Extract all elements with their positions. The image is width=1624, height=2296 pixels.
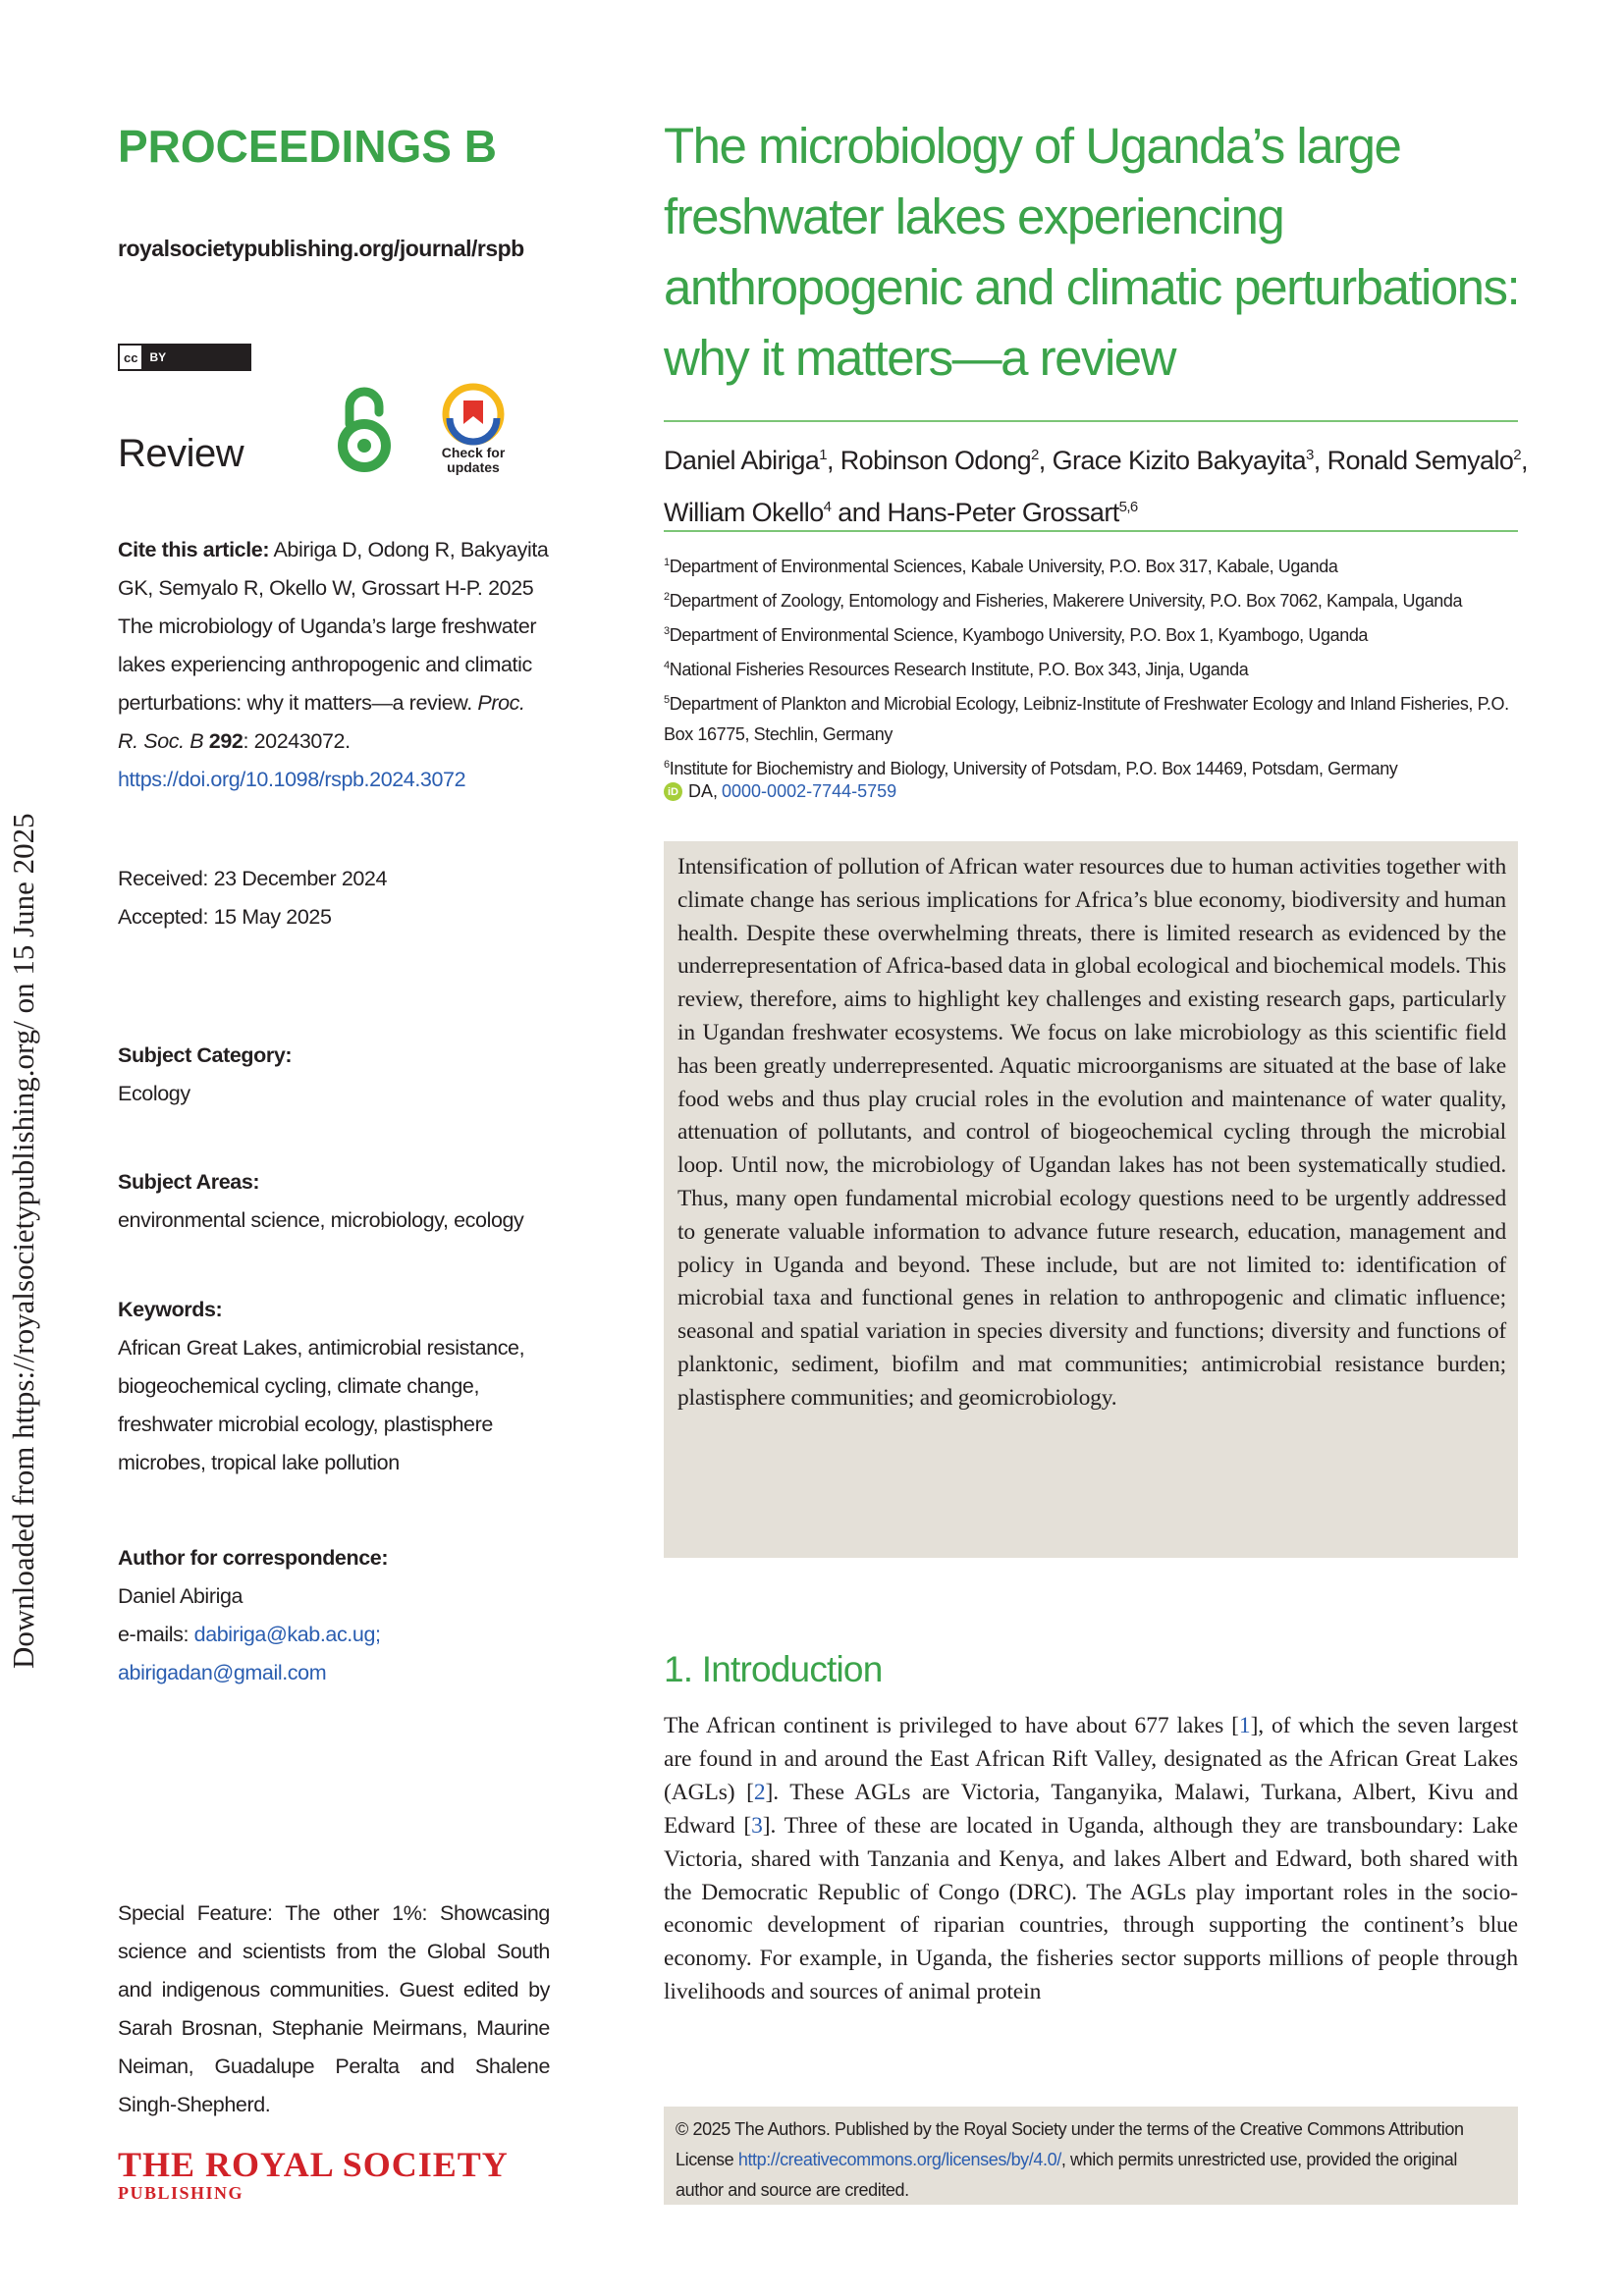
special-feature: Special Feature: The other 1%: Showcasing science and scientists from the Global South and indigenous communities. Guest edited by Sarah Brosnan, Stephanie Meirmans, Maurine Neiman, Guadalupe Peralta and Shalene Singh-Shepherd. — [118, 1901, 550, 2116]
author-name: Ronald Semyalo — [1326, 446, 1514, 475]
orcid-icon: iD — [664, 782, 682, 801]
publisher-name: THE ROYAL SOCIETY — [118, 2145, 509, 2184]
author-name: Daniel Abiriga — [664, 446, 820, 475]
affiliation-text: Department of Plankton and Microbial Ecology, Leibniz-Institute of Freshwater Ecology and Inland Fisheries, P.O. Box 16775, Stechlin, Germany — [664, 694, 1509, 744]
orcid-link[interactable]: 0000-0002-7744-5759 — [722, 781, 897, 801]
abstract-box — [664, 841, 1518, 1558]
cite-volume: 292 — [203, 729, 244, 753]
author-separator: , — [1038, 446, 1053, 475]
received-date: Received: 23 December 2024 — [118, 867, 388, 890]
license-box — [664, 2107, 1518, 2205]
open-access-icon — [334, 385, 395, 475]
cc-icon: cc — [120, 346, 143, 369]
dates-block — [118, 860, 550, 936]
author-name: Hans-Peter Grossart — [887, 498, 1119, 527]
affiliation-item — [664, 548, 1518, 582]
license-prefix: © 2025 The Authors. Published by the Royal Society under the terms of the Creative Commons Attribution License — [676, 2119, 1464, 2169]
author-affiliation-mark: 5,6 — [1118, 499, 1138, 515]
orcid-initials: DA, — [688, 781, 719, 801]
cite-journal: Proc. R. Soc. B — [118, 691, 525, 753]
subject-areas — [118, 1163, 550, 1240]
subject-category-label: Subject Category: — [118, 1043, 293, 1067]
article-title: The microbiology of Uganda’s large freshwater lakes experiencing anthropogenic and climatic perturbations: why it matters—a review — [664, 118, 1520, 386]
subject-category-value: Ecology — [118, 1082, 190, 1105]
keywords-value: African Great Lakes, antimicrobial resistance, biogeochemical cycling, climate change, freshwater microbial ecology, plastisphere microbes, tropical lake pollution — [118, 1336, 525, 1474]
subject-areas-value: environmental science, microbiology, ecology — [118, 1208, 524, 1232]
section-heading-introduction: 1. Introduction — [664, 1649, 883, 1689]
correspondence-label: Author for correspondence: — [118, 1546, 389, 1570]
affiliation-item — [664, 616, 1518, 651]
correspondence — [118, 1539, 550, 1692]
affiliation-text: Department of Environmental Science, Kyambogo University, P.O. Box 1, Kyambogo, Uganda — [669, 625, 1369, 645]
publisher-sub: PUBLISHING — [118, 2183, 244, 2203]
download-notice-text: Downloaded from https://royalsocietypublishing.org/ on 15 June 2025 — [6, 813, 40, 1669]
accepted-date: Accepted: 15 May 2025 — [118, 905, 332, 929]
affiliation-text: Department of Zoology, Entomology and Fisheries, Makerere University, P.O. Box 7062, Kampala, Uganda — [669, 591, 1463, 611]
affiliation-number: 2 — [664, 591, 670, 603]
author-affiliation-mark: 4 — [823, 499, 832, 515]
author-affiliation-mark: 3 — [1306, 447, 1314, 463]
license-suffix: , which permits unrestricted use, provided the original author and source are credited. — [676, 2150, 1458, 2200]
intro-text-segment: ], of which the seven largest are found in and around the East African Rift Valley, designated as the African Great Lakes (AGLs) [ — [664, 1713, 1518, 1805]
author-affiliation-mark: 1 — [819, 447, 827, 463]
email-link-2[interactable]: abirigadan@gmail.com — [118, 1661, 327, 1684]
affiliation-item — [664, 685, 1518, 750]
check-updates-icon — [442, 383, 505, 446]
author-name: Robinson Odong — [839, 446, 1032, 475]
intro-text-segment: ]. These AGLs are Victoria, Tanganyika, Malawi, Turkana, Albert, Kivu and Edward [ — [664, 1779, 1518, 1839]
affiliation-number: 3 — [664, 625, 670, 637]
abstract-text: Intensification of pollution of African water resources due to human activities together with climate change has serious implications for Africa’s blue economy, biodiversity and human health. Despite these overwhelming threats, there is limited research as evidenced by the underrepresentation of Africa-based data in global ecological and biochemical models. This review, therefore, aims to highlight key challenges and existing research gaps, particularly in Ugandan freshwater ecosystems. We focus on lake microbiology as this scientific field has been greatly underrepresented. Aquatic microorganisms are situated at the base of lake food webs and thus play crucial roles in the evolution and maintenance of water quality, attenuation of pollutants, and control of biogeochemical cycling through the microbial loop. Until now, the microbiology of Ugandan lakes has not been systematically studied. Thus, many open fundamental microbial ecology questions need to be urgently addressed to generate valuable information to advance future research, education, management and policy in Uganda and beyond. These include, but are not limited to: identification of microbial taxa and functional genes in relation to anthropogenic and climatic influence; seasonal and spatial variation in species diversity and functions; diversity and functions of planktonic, sediment, biofilm and mat communities; antimicrobial resistance burden; plastisphere communities; and geomicrobiology. — [677, 854, 1506, 1411]
reference-link[interactable]: 1 — [1238, 1713, 1251, 1738]
author-separator: , — [1313, 446, 1327, 475]
publisher-logo — [118, 2146, 509, 2203]
email-link-1[interactable]: dabiriga@kab.ac.ug; — [193, 1623, 381, 1646]
keywords — [118, 1291, 550, 1482]
author-name: William Okello — [664, 498, 824, 527]
author-affiliation-mark: 2 — [1513, 447, 1522, 463]
journal-url-link[interactable]: royalsocietypublishing.org/journal/rspb — [118, 236, 524, 261]
affiliation-text: Institute for Biochemistry and Biology, University of Potsdam, P.O. Box 14469, Potsdam, Germany — [669, 759, 1398, 778]
keywords-label: Keywords: — [118, 1298, 223, 1321]
by-label: BY — [143, 346, 249, 369]
author-list — [664, 432, 1528, 536]
article-type: Review — [118, 432, 244, 475]
reference-link[interactable]: 2 — [753, 1779, 766, 1805]
affiliation-number: 1 — [664, 557, 670, 568]
intro-text-segment: ]. Three of these are located in Uganda, although they are transboundary: Lake Victoria, shared with Tanzania and Kenya, and lakes Albert and Edward, both shared with the Democratic Republic of Congo (DRC). The AGLs play important roles in the socio-economic development of riparian countries, through supporting the continent’s blue economy. For example, in Uganda, the fisheries sector supports millions of people through livelihoods and sources of animal protein — [664, 1812, 1518, 2005]
affiliation-item — [664, 582, 1518, 616]
correspondence-name: Daniel Abiriga — [118, 1584, 244, 1608]
affiliation-text: Department of Environmental Sciences, Kabale University, P.O. Box 317, Kabale, Uganda — [669, 557, 1338, 576]
cc-by-badge[interactable] — [118, 344, 251, 371]
reference-link[interactable]: 3 — [751, 1812, 763, 1839]
intro-text-segment: The African continent is privileged to have about 677 lakes [ — [664, 1713, 1239, 1738]
check-for-updates-button[interactable] — [424, 383, 522, 475]
author-name: Grace Kizito Bakyayita — [1052, 446, 1306, 475]
orcid-line — [664, 781, 896, 802]
subject-areas-label: Subject Areas: — [118, 1170, 260, 1194]
author-affiliation-mark: 2 — [1031, 447, 1039, 463]
affiliation-number: 5 — [664, 694, 670, 706]
author-separator: , — [1521, 446, 1528, 475]
license-link[interactable]: http://creativecommons.org/licenses/by/4.0/ — [737, 2150, 1061, 2169]
emails-label: e-mails: — [118, 1623, 194, 1646]
journal-name: PROCEEDINGS B — [118, 121, 497, 172]
check-updates-line2: updates — [447, 459, 500, 475]
doi-link[interactable]: https://doi.org/10.1098/rspb.2024.3072 — [118, 768, 466, 791]
affiliation-text: National Fisheries Resources Research Institute, P.O. Box 343, Jinja, Uganda — [669, 660, 1249, 679]
check-updates-line1: Check for — [441, 445, 506, 460]
affiliation-item — [664, 651, 1518, 685]
download-notice — [6, 687, 45, 1669]
cite-label: Cite this article: — [118, 538, 270, 561]
title-divider — [664, 420, 1518, 422]
authors-divider — [664, 530, 1518, 532]
citation-block — [118, 531, 550, 799]
cite-text: Abiriga D, Odong R, Bakyayita GK, Semyalo R, Okello W, Grossart H-P. 2025 The microbiology of Uganda’s large freshwater lakes experiencing anthropogenic and climatic perturbations: why it matters—a review. — [118, 538, 549, 715]
affiliation-number: 6 — [664, 759, 670, 771]
cite-article-no: : 20243072. — [243, 729, 351, 753]
introduction-paragraph — [664, 1710, 1518, 2009]
affiliation-item — [664, 750, 1518, 784]
author-separator: , — [826, 446, 840, 475]
affiliation-list — [664, 548, 1518, 784]
affiliation-number: 4 — [664, 660, 670, 671]
author-separator: and — [831, 498, 888, 527]
subject-category — [118, 1037, 550, 1113]
